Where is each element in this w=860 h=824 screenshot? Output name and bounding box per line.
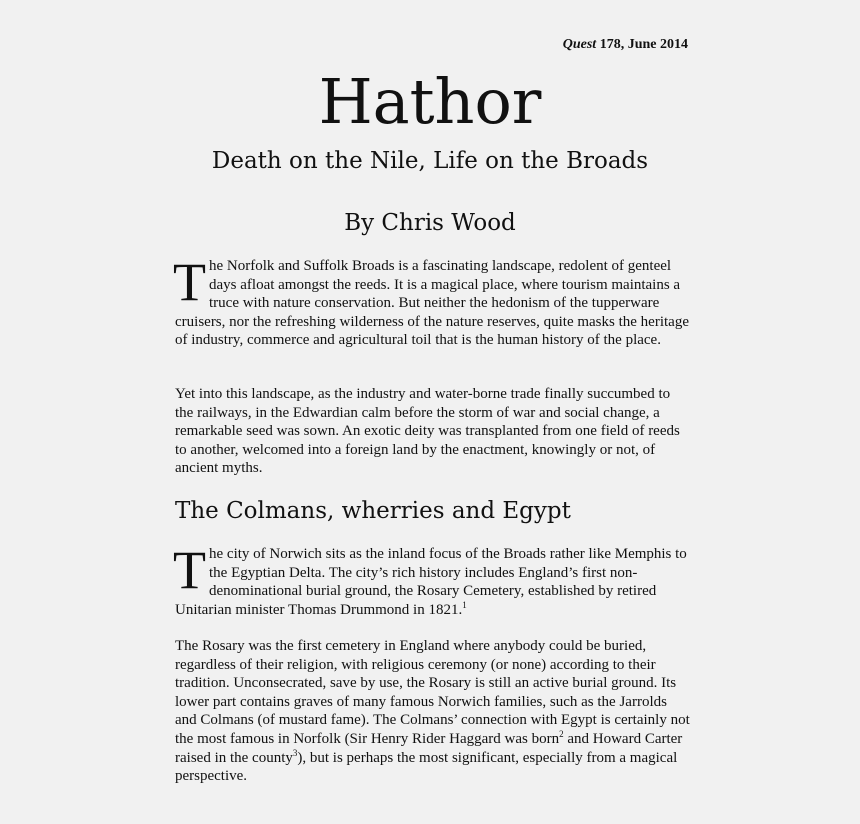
paragraph-text: he city of Norwich sits as the inland focus of the Broads rather like Memphis to the Egyptian Delta. The city’s rich history includes England’s first non-denominational burial ground, the Rosary Cemetery, established by retired Unitarian minister Thomas Drummond in 1821. [175, 546, 687, 618]
section-heading: The Colmans, wherries and Egypt [175, 498, 571, 524]
footnote-marker: 2 [559, 728, 564, 739]
paragraph-text: Yet into this landscape, as the industry and water-borne trade finally succumbed to the railways, in the Edwardian calm before the storm of war and social change, a remarkable seed was sown. An exotic deity was transplanted from one field of reeds to another, welcomed into a foreign land by the enactment, knowingly or not, of ancient myths. [175, 386, 680, 477]
issue-info: 178, June 2014 [599, 37, 688, 52]
paragraph-text: The Rosary was the first cemetery in England where anybody could be buried, regardless of their religion, with religious ceremony (or none) according to their tradition. Unconsecrated, save by use, the Rosary is still an active burial ground. Its lower part contains graves of many famous Norwich families, such as the Jarrolds and Colmans (of mustard fame). The Colmans’ connection with Egypt is certainly not the most famous in Norfolk (Sir Henry Rider Haggard was born [175, 638, 690, 747]
section-paragraph-2 [175, 637, 690, 786]
drop-cap: T [173, 252, 206, 312]
footnote-marker: 3 [292, 747, 298, 758]
intro-paragraph-1 [173, 252, 690, 350]
paragraph-text: and Howard Carter raised in the county [175, 730, 683, 766]
section-paragraph-1 [173, 540, 690, 619]
article-byline: By Chris Wood [344, 210, 516, 236]
paragraph-text: ), but is perhaps the most significant, especially from a magical perspective. [175, 749, 678, 785]
article-subtitle: Death on the Nile, Life on the Broads [211, 148, 649, 174]
magazine-name: Quest [562, 37, 597, 52]
footnote-marker: 1 [462, 599, 467, 610]
intro-paragraph-2 [175, 385, 690, 478]
issue-reference [563, 37, 688, 53]
paragraph-text: he Norfolk and Suffolk Broads is a fascinating landscape, redolent of genteel days afloat amongst the reeds. It is a magical place, where tourism maintains a truce with nature conservation. But neither the hedonism of the tupperware cruisers, nor the refreshing wilderness of the nature reserves, quite masks the heritage of industry, commerce and agricultural toil that is the human history of the place. [175, 258, 689, 349]
article-title: Hathor [318, 65, 542, 138]
drop-cap: T [173, 540, 206, 600]
